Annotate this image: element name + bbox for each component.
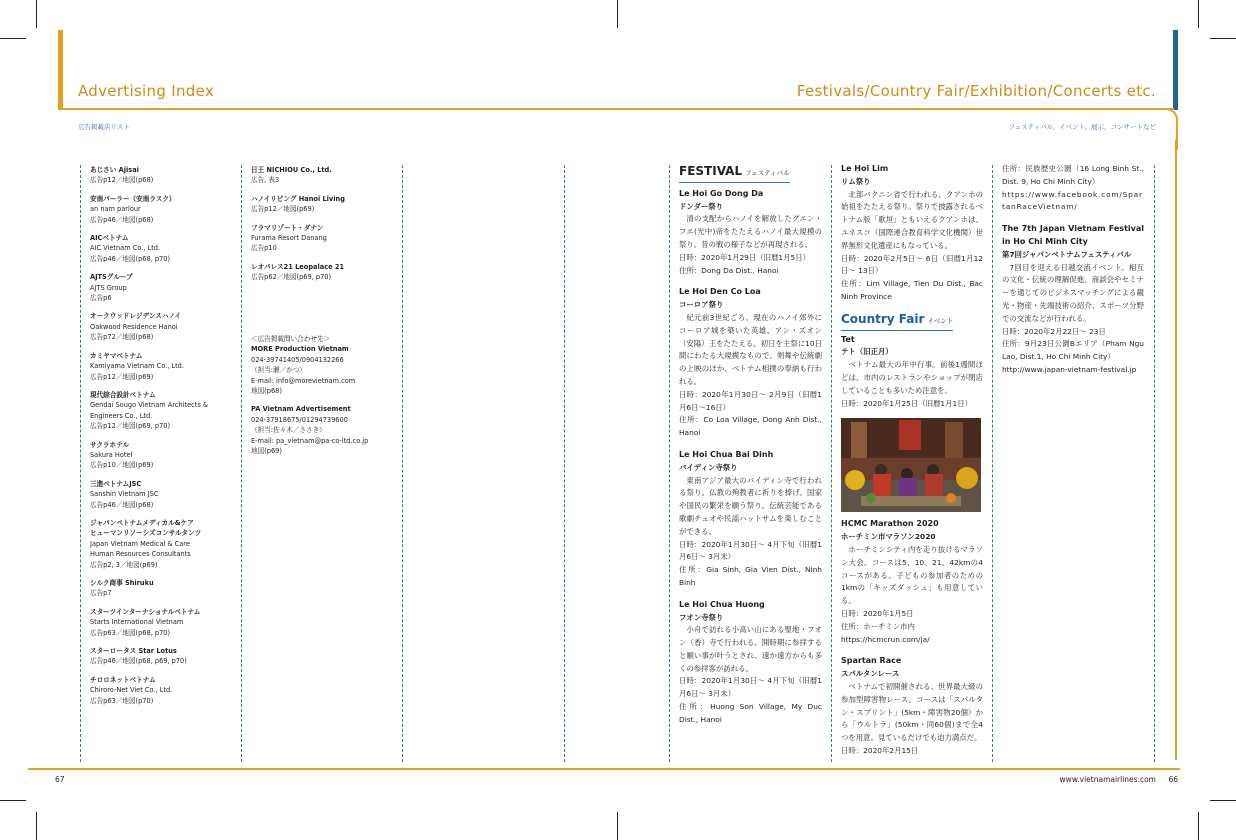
ad-entry-line: 広告p46／地図(p68) (90, 215, 154, 224)
ad-entry-line: 広告p63／地図(p70) (90, 696, 154, 705)
ad-entry-name: あじさい Ajisai (90, 166, 139, 174)
event-title-jp: リム祭り (841, 176, 871, 186)
ad-entry-line: Japan Vietnam Medical & Care (90, 539, 190, 548)
ad-entry-line: Oakwood Residence Hanoi (90, 322, 178, 331)
country-fair-section-title: Country Fair (841, 311, 925, 326)
footer-site[interactable]: www.vietnamairlines.com (1059, 775, 1156, 784)
column-divider (402, 165, 403, 762)
column-divider (80, 165, 81, 762)
ad-entry-name: フラマリゾート・ダナン (251, 223, 324, 232)
ad-entry (90, 351, 236, 382)
event-place: 住所：Gia Sinh, Gia Vien Dist., Ninh Binh (679, 565, 822, 587)
right-page-title: Festivals/Country Fair/Exhibition/Concerts etc. (796, 82, 1156, 100)
event-place: 住所：Dong Da Dist., Hanoi (679, 265, 779, 275)
ad-entry-name: AICベトナム (90, 234, 129, 243)
ad-entry (90, 646, 236, 667)
crop-mark (617, 812, 618, 840)
page-number-right: 66 (1168, 775, 1178, 784)
festival-column (679, 165, 822, 727)
event-title-jp: ドンダー祭り (679, 201, 724, 211)
event-date: 日時：2020年1月30日～ 4月下旬（旧暦1月6日～ 3月末） (679, 676, 822, 699)
event-title: Tet (841, 334, 855, 344)
event-date: 日時：2020年1月30日～ 4月下旬（旧暦1月6日～ 3月末） (679, 539, 822, 562)
crop-mark (1210, 38, 1236, 39)
column-divider (1154, 165, 1155, 762)
event-date: 日時：2020年1月25日（旧暦1月1日） (841, 398, 973, 408)
ad-entry-name: シルク商事 Shiruku (90, 579, 154, 587)
ad-entry-line: Kamiyama Vietnam Co., Ltd. (90, 362, 184, 371)
event-title: Spartan Race (841, 656, 902, 666)
ad-entry (251, 223, 397, 254)
event-description: 7回目を迎える日越交流イベント。相互の文化・伝統の理解促進、商談会やセミナーを通じてのビジネスマッチングによる観光・物産・先端技術の紹介、スポーツ分野での交流などが行われる。 (1002, 262, 1144, 323)
event-place: 住所：Co Loa Village, Dong Anh Dist., Hanoi (679, 415, 822, 438)
event-description: 東南アジア最大のバイディン寺で行われる祭り。仏教の殉教者に祈りを捧げ、国家や国民の繁栄を願う祭り。伝統芸能である歌劇チェオや民謡ハットサムを楽しむことができる。 (679, 475, 822, 536)
ad-entry-line: 広告p6 (90, 294, 112, 303)
ad-entry-name: スターツインターナショナルベトナム (90, 607, 201, 616)
ads-column-2 (251, 165, 397, 291)
event-title-jp: ホーチミン市マラソン2020 (841, 532, 936, 542)
ad-entry-line: Gendai Sougo Vietnam Architects & (90, 401, 209, 410)
page-number-left: 67 (55, 775, 65, 784)
ad-entry-line: Furama Resort Danang (251, 234, 327, 243)
right-accent-bar (1173, 30, 1178, 110)
event-title-jp: 第7回ジャパンベトナムフェスティバル (1002, 249, 1132, 259)
ad-entry-line: 広告p10／地図(p69) (90, 461, 154, 470)
ad-entry-name: 三進ベトナムJSC (90, 479, 142, 488)
crop-mark (0, 38, 26, 39)
ad-entry (90, 311, 236, 342)
column-divider (992, 165, 993, 762)
ad-entry (90, 479, 236, 510)
event-description: 清の支配からハノイを解放したグエン・フエ(光中)帝をたたえるハノイ最大規模の祭り。昔の戦の様子などが再現される。 (679, 214, 822, 249)
event-date: 日時：2020年2月22日～ 23日 (1002, 326, 1106, 336)
ad-entry-line: 広告p62／地図(p69, p70) (251, 273, 332, 282)
ad-entry-line: Human Resources Consultants (90, 550, 191, 559)
ad-entry-line: 広告p46／地図(p68) (90, 500, 154, 509)
crop-mark (36, 812, 37, 840)
contact-block (251, 334, 401, 464)
ad-entry-line: 広告p7 (90, 589, 112, 598)
ad-entry-line: AIC Vietnam Co., Ltd. (90, 244, 161, 253)
ad-entry-name: ジャパンベトナムメディカル&ケア (90, 518, 194, 527)
ad-entry (90, 675, 236, 706)
event-title-jp: スパルタンレース (841, 669, 900, 679)
ad-entry (90, 440, 236, 471)
contact-line: 地図(p69) (251, 447, 282, 456)
crop-mark (1198, 0, 1199, 28)
festival-section-title: FESTIVAL (679, 164, 743, 178)
event-place: 住所：Lim Village, Tien Du Dist., Bac Ninh Province (841, 279, 983, 301)
contact-line: （担当:瀬／かつ） (251, 366, 306, 375)
footer-rule (28, 768, 1180, 770)
ad-entry-line: Engineers Co., Ltd. (90, 411, 153, 420)
event-date: 日時：2020年1月5日 (841, 608, 914, 618)
ad-entry-name: 現代綜合設計ベトナム (90, 390, 156, 399)
ad-entry (90, 194, 236, 225)
ad-entry (90, 390, 236, 432)
crop-mark (1210, 800, 1236, 801)
right-event-column (1002, 163, 1144, 377)
ad-entry-line: Sakura Hotel (90, 450, 133, 459)
event-title: Le Hoi Go Dong Da (679, 188, 764, 198)
ad-entry-line: Sanshin Vietnam JSC (90, 490, 159, 499)
ad-entry (90, 272, 236, 303)
ad-entry-name: レオパレス21 Leopalace 21 (251, 262, 345, 271)
column-divider (241, 165, 242, 762)
tet-market-photo-illustration (841, 418, 981, 512)
ad-entry-name: ハノイリビング Hanoi Living (251, 194, 345, 203)
event-url[interactable]: http://www.japan-vietnam-festival.jp (1002, 364, 1137, 374)
event-title: Le Hoi Den Co Loa (679, 287, 761, 297)
ad-entry-line: AJTS Group (90, 283, 127, 292)
ad-entry (90, 165, 236, 186)
event-description: ベトナムで初開催される、世界最大級の参加型障害物レース。コースは「スパルタン・スプリント」(5km・障害物20個）から「ウルトラ」(50km・同60個)まで全4つを用意。見ているだけでも迫力満点だ。 (841, 681, 983, 743)
left-page-subtitle: 広告掲載店リスト (78, 123, 130, 131)
event-title-jp: テト（旧正月） (841, 347, 893, 357)
event-date: 日時：2020年1月29日（旧暦1月5日） (679, 252, 811, 262)
contact-line: E-mail: pa_vietnam@pa-co-ltd.co.jp (251, 436, 369, 445)
right-edge-line (1175, 140, 1177, 760)
event-title: HCMC Marathon 2020 (841, 519, 939, 529)
contact-line: 地図(p68) (251, 387, 282, 396)
ad-entry-line: 広告, 表3 (251, 176, 280, 185)
event-title: The 7th Japan Vietnam Festival in Ho Chi Minh City (1002, 224, 1144, 246)
ad-entry (90, 518, 236, 570)
event-title-jp: バイディン寺祭り (679, 462, 738, 472)
contact-line: 024-37918675/01294739600 (251, 415, 348, 424)
ad-entry-line: 広告p12／地図(p69) (90, 372, 154, 381)
contact-line: 024-39741405/0904132266 (251, 355, 344, 364)
ad-entry-name: 日王 NICHIOU Co., Ltd. (251, 166, 332, 174)
event-title-jp: コーロア祭り (679, 300, 724, 310)
country-fair-section-heading (841, 313, 953, 331)
ad-entry-line: 広告p12／地図(p68) (90, 176, 154, 185)
event-url[interactable]: https://hcmcrun.com/ja/ (841, 634, 930, 644)
contact-company-name: MORE Production Vietnam (251, 345, 349, 354)
contact-line: E-mail: info@morevietnam.com (251, 376, 356, 385)
ads-column-1 (90, 165, 236, 714)
crop-mark (617, 0, 618, 28)
event-description: 紀元前3世紀ごろ、現在のハノイ郊外にコーロア城を築いた英雄、アン・ズオン（安陽）王をたたえる。初日を主祭に10日間にわたる大規模なもので、剣舞や伝統劇の上映のほか、ベトナム相撲の奉納も行われる。 (679, 312, 822, 386)
right-page-subtitle: フェスティバル、イベント、展示、コンサートなど (1008, 123, 1156, 131)
event-date: 日時：2020年1月30日～ 2月9日（旧暦1月6日～16日） (679, 389, 822, 412)
column-divider (669, 165, 670, 762)
ad-entry-line: 広告p12／地図(p69) (251, 205, 315, 214)
contact-line: （担当:佐々木／ささき） (251, 426, 326, 435)
ad-entry-line: 広告p10 (251, 244, 277, 253)
event-place: 住所：Huong Son Village, My Duc Dist., Hanoi (679, 702, 822, 724)
left-page-title: Advertising Index (78, 82, 215, 100)
event-description: 小舟で訪れる小高い山にある聖地・フオン（香）寺で行われる。開時期に参拝すると願い事が叶うとされ、遠か遠方からも多くの参拝客が訪れる。 (679, 625, 822, 673)
event-description: ホーチミンシティ内を走り抜けるマラソン大会。コースは5、10、21、42kmの4コースがある。子どもの参加者のための1kmの「キッズダッシュ」も用意している。 (841, 544, 983, 606)
festival-section-heading (679, 165, 790, 183)
country-fair-section-title-jp: イベント (927, 316, 954, 325)
crop-mark (1198, 812, 1199, 840)
ad-entry-line: an nam parlour (90, 205, 141, 214)
ad-entry-name: AJTSグループ (90, 273, 133, 282)
left-accent-bar (58, 30, 63, 110)
ad-entry-line: Starts International Vietnam (90, 618, 184, 627)
ad-entry (251, 262, 397, 283)
event-title: Le Hoi Lim (841, 164, 889, 173)
ad-entry-line: 広告p72／地図(p68) (90, 333, 154, 342)
left-header-rule (58, 108, 618, 110)
ad-entry-line: 広告p46／地図(p68, p69, p70) (90, 657, 187, 666)
ad-entry-name: スターロータス Star Lotus (90, 647, 177, 656)
event-title: Le Hoi Chua Huong (679, 599, 765, 609)
event-date: 日時：2020年2月5日～ 6日（旧暦1月12日～ 13日） (841, 253, 983, 276)
ad-entry (90, 607, 236, 638)
event-title: Le Hoi Chua Bai Dinh (679, 449, 774, 459)
contact-heading: ＜広告掲載問い合わせ先＞ (251, 335, 331, 343)
event-date: 日時：2020年2月15日 (841, 745, 919, 755)
column-divider (831, 165, 832, 762)
ad-entry-name: 安南パーラー（安南ラスク） (90, 194, 176, 203)
event-url[interactable]: https://www.facebook.com/SpartanRaceVietnam/ (1002, 189, 1143, 212)
event-description: ベトナム最大の年中行事。前後1週間ほどは、市内のレストランやショップが閉店していることも多いため注意を。 (841, 360, 983, 395)
country-fair-column (841, 163, 983, 758)
ad-entry-name: サクラホテル (90, 440, 129, 449)
event-place: 住所：9月23日公園Bエリア（Pham Ngu Lao, Dist.1, Ho Chi Minh City） (1002, 339, 1144, 362)
ad-entry-name: オークウッドレジデンスハノイ (90, 312, 182, 321)
event-place: 住所：ホーチミン市内 (841, 621, 915, 631)
tet-market-photo (841, 418, 981, 512)
event-description: 北部バクニン省で行われる、クアンホの始祖をたたえる祭り。祭りで披露されるベトナム版「歌垣」ともいえるクアンホは、ユネスコ（国際連合教育科学文化機関）世界無形文化遺産にもなっている。 (841, 189, 983, 250)
ad-entry (251, 165, 397, 186)
ad-entry-line: 広告p2, 3／地図(p69) (90, 560, 158, 569)
crop-mark (0, 800, 26, 801)
crop-mark (36, 0, 37, 28)
column-divider (564, 165, 565, 762)
right-header-rule (618, 108, 1174, 110)
ad-entry-line: 広告p63／地図(p68, p70) (90, 628, 171, 637)
ad-entry (251, 194, 397, 215)
ad-entry (90, 578, 236, 599)
ad-entry-line: Chiroro-Net Viet Co., Ltd. (90, 686, 173, 695)
festival-section-title-jp: フェスティバル (745, 169, 790, 177)
ad-entry-name: チロロネットベトナム (90, 675, 156, 684)
ad-entry (90, 233, 236, 264)
ad-entry-line: ヒューマンリソーシズコンサルタンツ (90, 529, 202, 538)
event-place: 住所：民族歴史公園（16 Long Binh St., Dist. 9, Ho Chi Minh City） (1002, 164, 1144, 186)
event-title-jp: フオン寺祭り (679, 612, 724, 622)
ad-entry-line: 広告p12／地図(p69, p70) (90, 422, 171, 431)
ad-entry-name: カミヤマベトナム (90, 351, 143, 360)
ad-entry-line: 広告p46／地図(p68, p70) (90, 254, 171, 263)
contact-company-name: PA Vietnam Advertisement (251, 405, 351, 414)
